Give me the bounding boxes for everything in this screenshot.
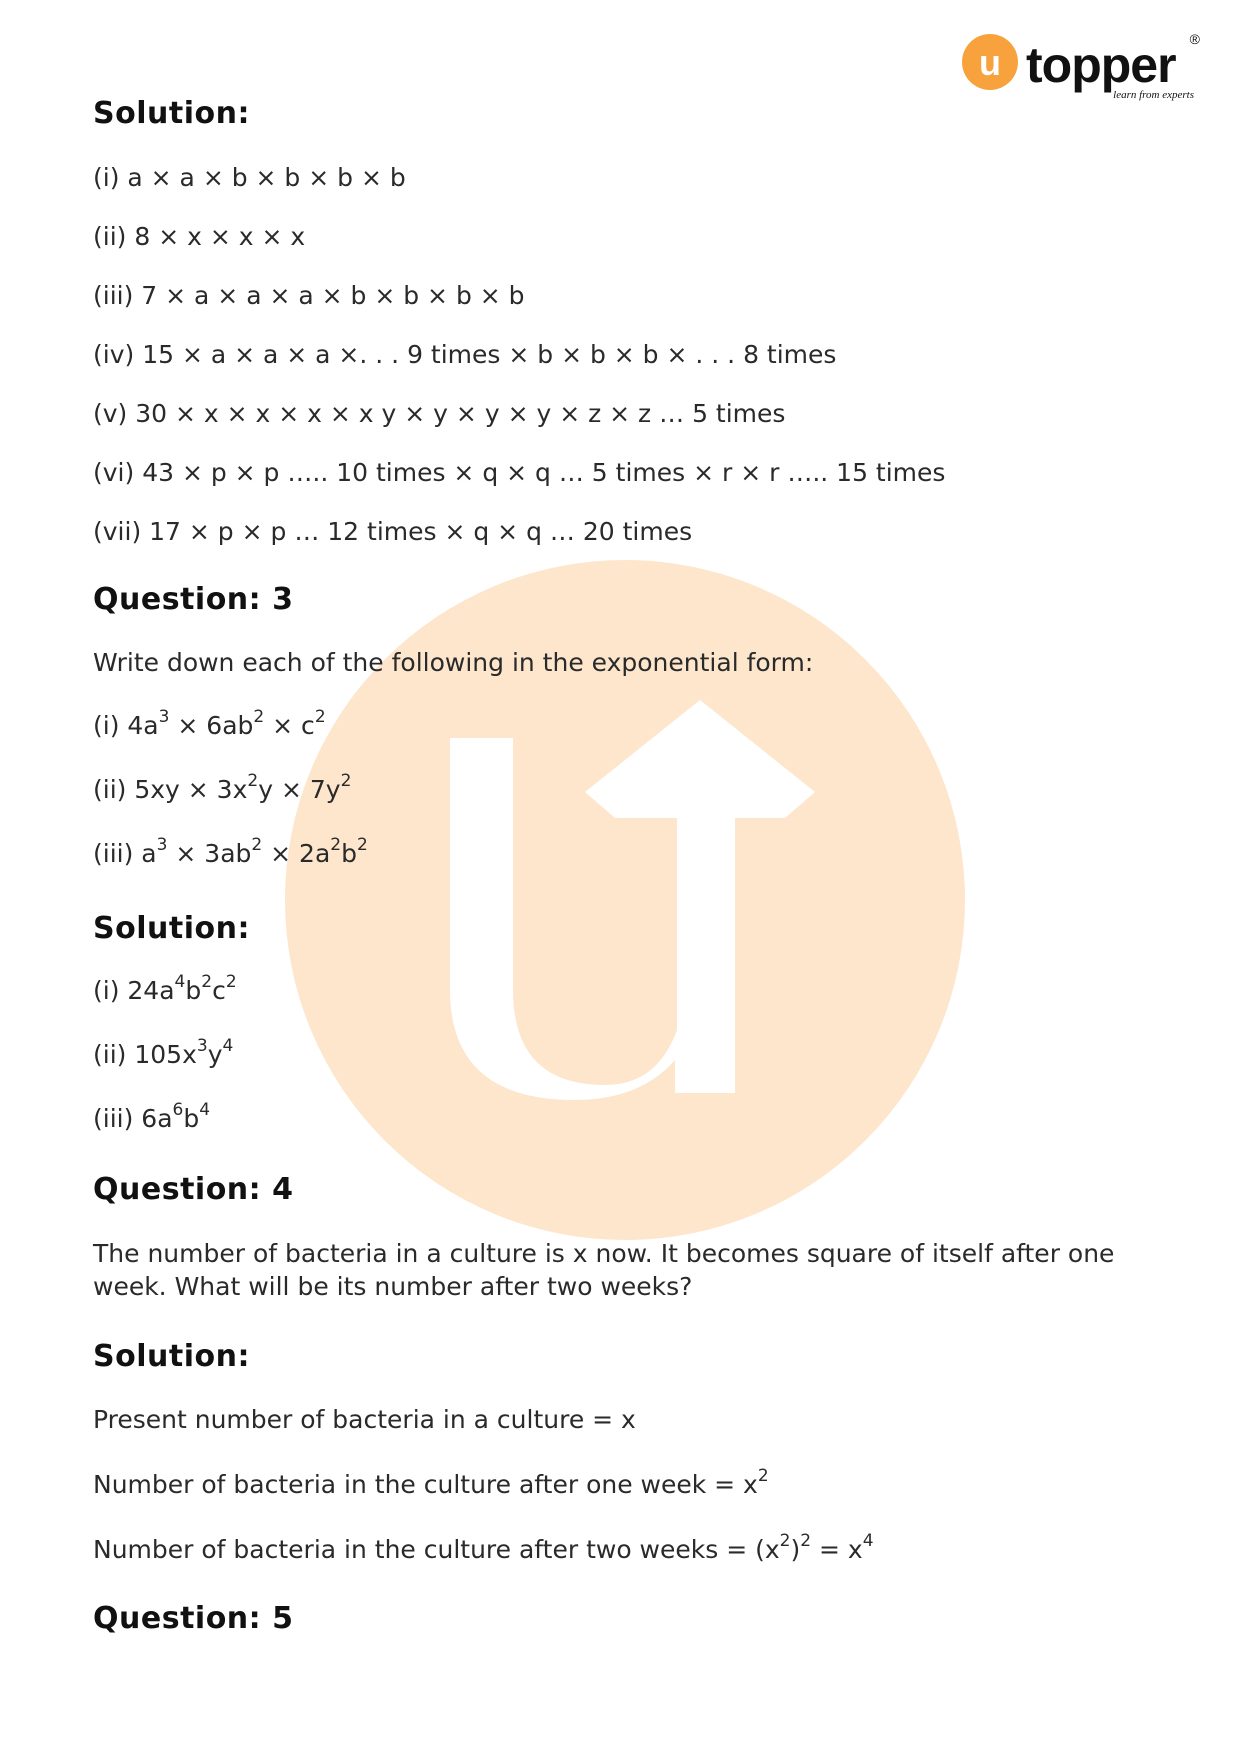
solution-line: (ii) $105x^3y^4$ <box>93 1035 234 1069</box>
question-prompt: The number of bacteria in a culture is x now. It becomes square of itself after one week. What will be its number after two weeks? <box>93 1239 1115 1301</box>
solution-heading: Solution: <box>93 1339 250 1374</box>
brand-logo <box>962 30 1212 110</box>
solution-heading: Solution: <box>93 96 250 131</box>
solution-line: Number of bacteria in the culture after two weeks = $(x^2)^2 = x^4$ <box>93 1530 874 1564</box>
solution-line: Number of bacteria in the culture after one week = $x^2$ <box>93 1465 769 1499</box>
solution-line: Present number of bacteria in a culture = x <box>93 1405 636 1434</box>
question-heading: Question: 4 <box>93 1172 294 1207</box>
question-heading: Question: 3 <box>93 582 294 617</box>
solution-line: (iii) $6a^6b^4$ <box>93 1099 211 1133</box>
solution-heading: Solution: <box>93 911 250 946</box>
brand-registered-mark: ® <box>1189 31 1200 47</box>
solution-line: (iii) 7 × a × a × a × b × b × b × b <box>93 281 525 310</box>
brand-tagline: learn from experts <box>1113 89 1194 101</box>
brand-name: topper <box>1026 37 1176 93</box>
question-prompt: Write down each of the following in the exponential form: <box>93 648 814 677</box>
question-item: (iii) $a^3 \times 3ab^2 \times 2a^2b^2$ <box>93 834 368 868</box>
solution-line: (i) $24a^4b^2c^2$ <box>93 971 237 1005</box>
solution-line: (v) 30 × x × x × x × x y × y × y × y × z × z … 5 times <box>93 399 786 428</box>
question-heading: Question: 5 <box>93 1601 294 1636</box>
question-item: (i) $4a^3 \times 6ab^2 \times c^2$ <box>93 706 326 740</box>
solution-line: (vii) 17 × p × p … 12 times × q × q … 20 times <box>93 517 693 546</box>
solution-line: (i) a × a × b × b × b × b <box>93 163 406 192</box>
brand-logo-graphic <box>962 30 1212 110</box>
solution-line: (vi) 43 × p × p ….. 10 times × q × q … 5 times × r × r ….. 15 times <box>93 458 946 487</box>
solution-line: (iv) 15 × a × a × a ×. . . 9 times × b × b × b × . . . 8 times <box>93 340 837 369</box>
question-item: (ii) $5xy \times 3x^2y \times 7y^2$ <box>93 770 352 804</box>
solution-line: (ii) 8 × x × x × x <box>93 222 306 251</box>
brand-badge-letter: u <box>979 42 1001 83</box>
